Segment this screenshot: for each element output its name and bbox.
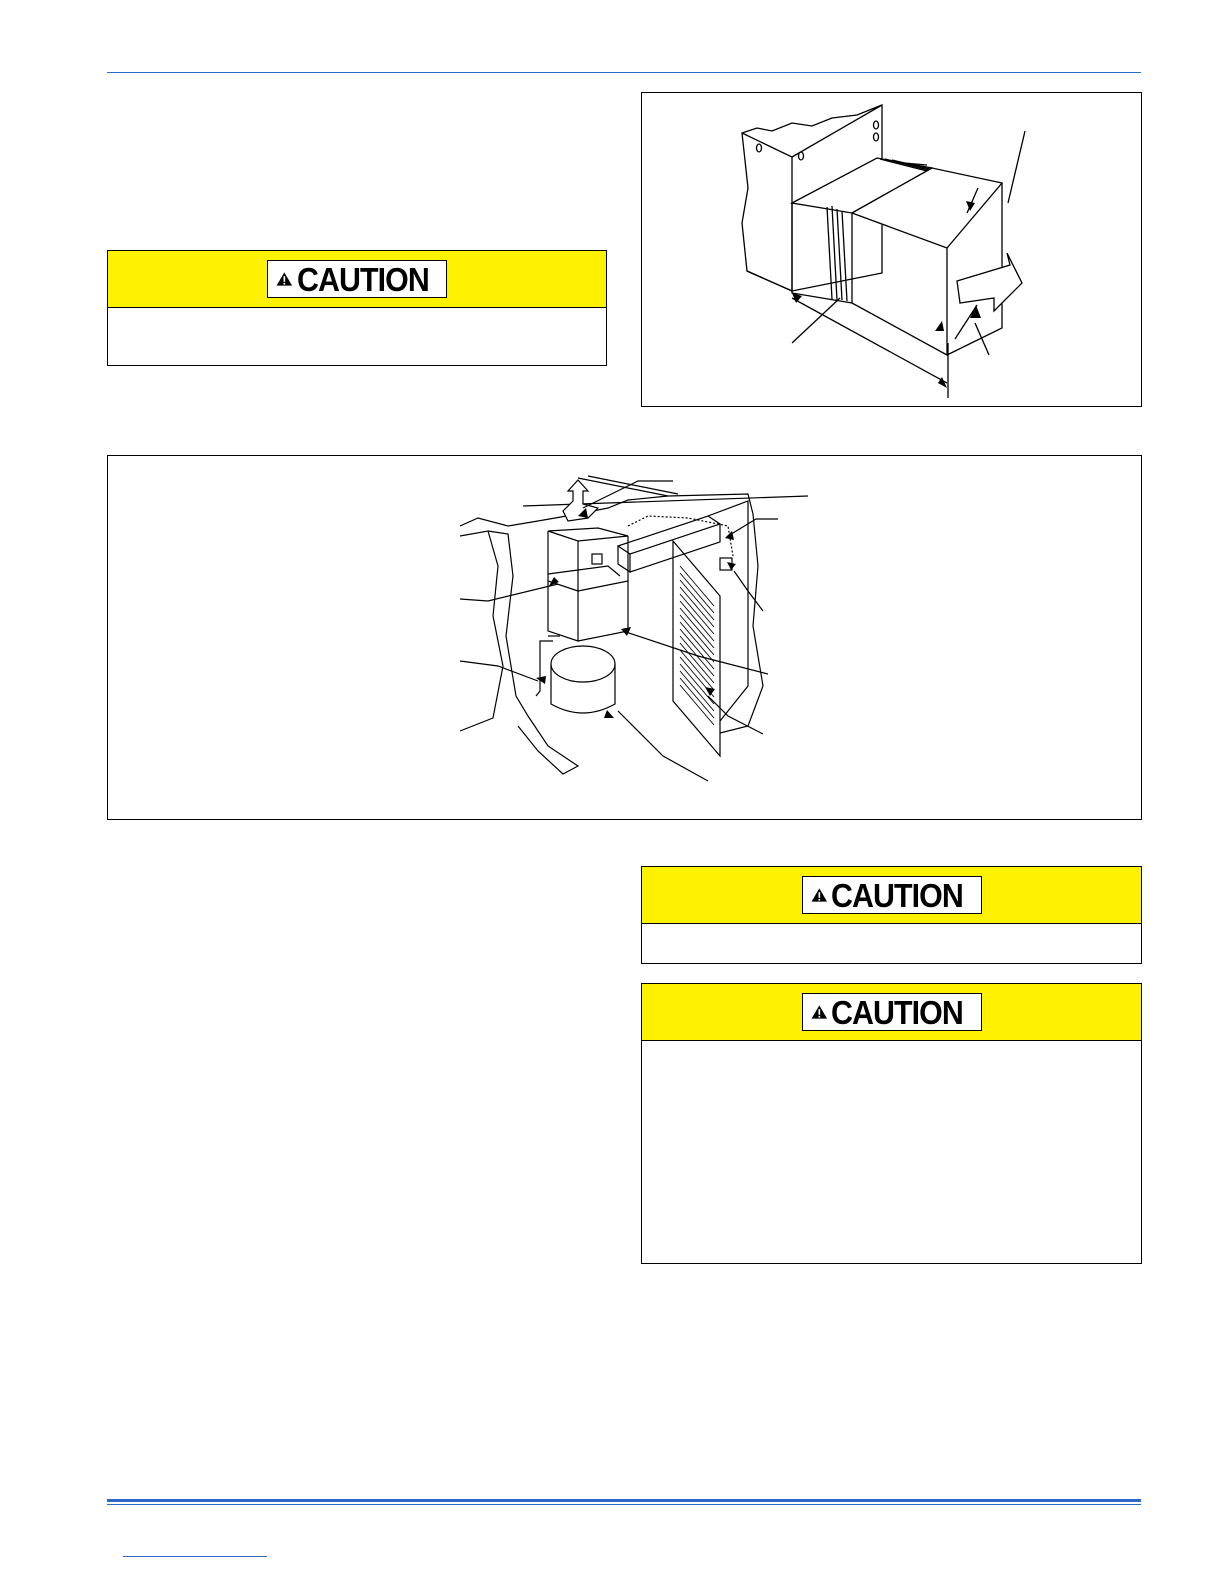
footer-rule-thin [107, 1504, 1141, 1505]
warning-triangle-icon [811, 999, 828, 1025]
caution-box-3 [641, 983, 1142, 1264]
installation-closet-drawing [108, 456, 1141, 819]
installation-closet-figure [107, 455, 1142, 820]
duct-transition-figure [641, 92, 1142, 407]
caution-header [108, 251, 606, 308]
warning-triangle-icon [811, 882, 828, 908]
header-rule [107, 72, 1141, 73]
duct-transition-drawing [642, 93, 1141, 406]
caution-header [642, 984, 1141, 1041]
warning-triangle-icon [276, 266, 293, 292]
footer-link-underline[interactable] [123, 1556, 267, 1557]
caution-label: CAUTION [802, 876, 982, 914]
caution-box-2 [641, 866, 1142, 964]
caution-header [642, 867, 1141, 924]
footer-rule [107, 1499, 1141, 1502]
caution-label: CAUTION [802, 993, 982, 1031]
caution-label: CAUTION [267, 260, 447, 298]
caution-box-1 [107, 250, 607, 366]
